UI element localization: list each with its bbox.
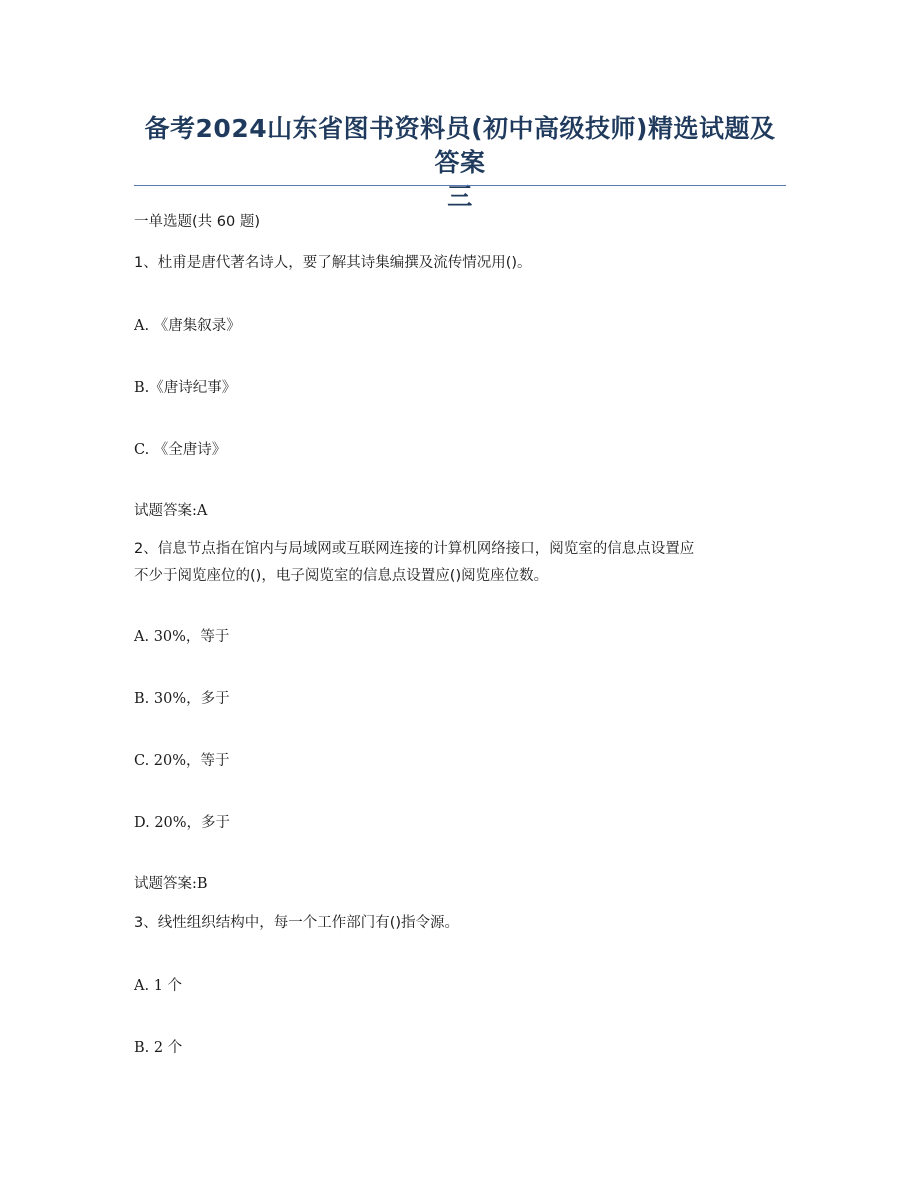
question-2-option-b: B. 30%，多于 — [134, 691, 230, 707]
question-1-option-b: B.《唐诗纪事》 — [134, 380, 237, 396]
question-1-option-a: A. 《唐集叙录》 — [134, 318, 241, 334]
question-2-option-c: C. 20%，等于 — [134, 753, 230, 769]
question-3-option-b: B. 2 个 — [134, 1040, 183, 1056]
title-line-2: 三 — [447, 182, 473, 211]
question-2-option-d: D. 20%，多于 — [134, 815, 231, 831]
question-1-option-c: C. 《全唐诗》 — [134, 442, 227, 458]
title-divider — [134, 185, 786, 186]
document-title — [134, 112, 786, 214]
question-2-stem-line-2: 不少于阅览座位的()，电子阅览室的信息点设置应()阅览座位数。 — [134, 568, 549, 584]
question-2-option-a: A. 30%，等于 — [134, 629, 230, 645]
question-1-stem: 1、杜甫是唐代著名诗人，要了解其诗集编撰及流传情况用()。 — [134, 255, 532, 271]
section-header: 一单选题(共 60 题) — [134, 214, 260, 230]
title-line-1: 备考2024山东省图书资料员(初中高级技师)精选试题及答案 — [144, 114, 776, 177]
question-3-option-a: A. 1 个 — [134, 978, 183, 994]
question-2-stem-line-1: 2、信息节点指在馆内与局域网或互联网连接的计算机网络接口，阅览室的信息点设置应 — [134, 541, 695, 557]
question-3-stem: 3、线性组织结构中，每一个工作部门有()指令源。 — [134, 915, 460, 931]
question-1-answer: 试题答案:A — [134, 503, 208, 519]
question-2-answer: 试题答案:B — [134, 876, 208, 892]
